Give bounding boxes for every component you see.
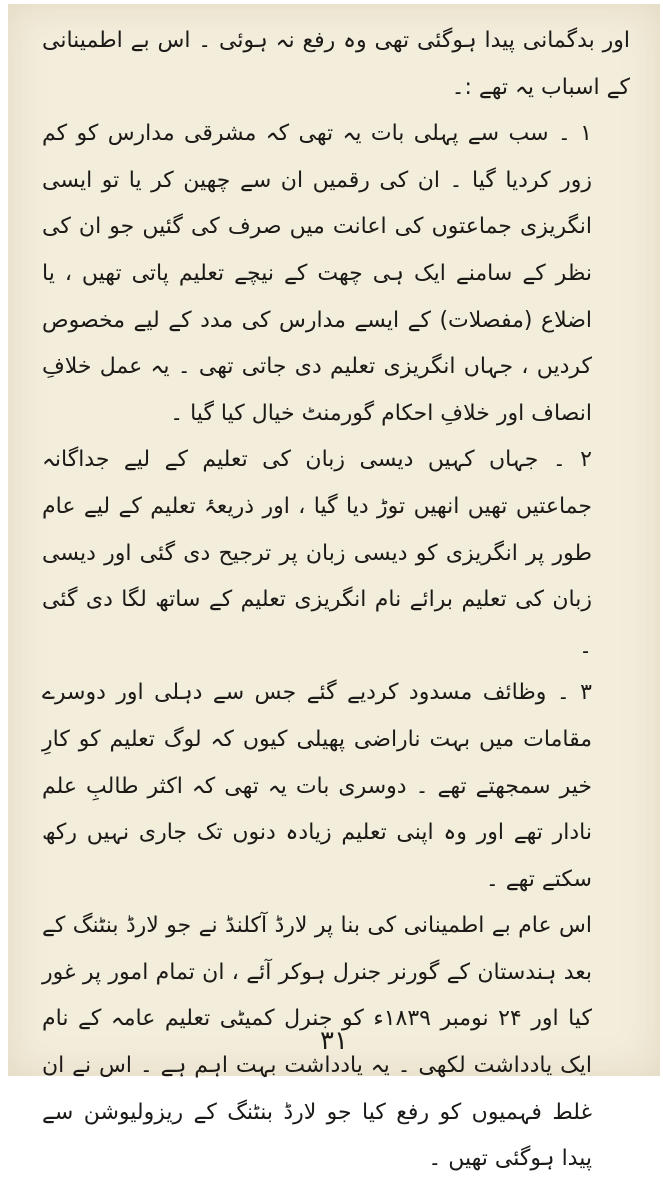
- paragraph-point-1: ۱ ۔ سب سے پہلی بات یہ تھی کہ مشرقی مدارس کو کم زور کردیا گیا ۔ ان کی رقمیں ان سے چھین کر یا تو ایسی انگریزی جماعتوں کی اعانت میں صرف کی گئیں جو ان کی نظر کے سامنے ایک ہی چھت کے نیچے تعلیم پاتی تھیں ، یا اضلاع (مفصلات) کے ایسے مدارس کی مدد کے لیے مخصوص کردیں ، جہاں انگریزی تعلیم دی جاتی تھی ۔ یہ عمل خلافِ انصاف اور خلافِ احکام گورمنٹ خیال کیا گیا ۔: [42, 121, 592, 426]
- paragraph-point-2: ۲ ۔ جہاں کہیں دیسی زبان کی تعلیم کے لیے جداگانہ جماعتیں تھیں انھیں توڑ دیا گیا ، اور ذریعۂ تعلیم کے لیے عام طور پر انگریزی کو دیسی زبان پر ترجیح دی گئی اور دیسی زبان کی تعلیم برائے نام انگریزی تعلیم کے ساتھ لگا دی گئی ۔: [42, 447, 592, 659]
- book-page: [8, 4, 660, 1172]
- paragraph-point-3: ۳ ۔ وظائف مسدود کردیے گئے جس سے دہلی اور دوسرے مقامات میں بہت ناراضی پھیلی کیوں کہ لوگ تعلیم کو کارِ خیر سمجھتے تھے ۔ دوسری بات یہ تھی کہ اکثر طالبِ علم نادار تھے اور وہ اپنی تعلیم زیادہ دنوں تک جاری نہیں رکھ سکتے تھے ۔: [42, 680, 592, 892]
- page-text: [42, 18, 630, 1183]
- paragraph-auckland: اس عام بے اطمینانی کی بنا پر لارڈ آکلنڈ نے جو لارڈ بنٹنگ کے بعد ہندستان کے گورنر جنرل ہوکر آئے ، ان تمام امور پر غور کیا اور ۲۴ نومبر ۱۸۳۹ء کو جنرل کمیٹی تعلیم عامہ کے نام ایک یادداشت لکھی ۔ یہ یادداشت بہت اہم ہے ۔ اس نے ان غلط فہمیوں کو رفع کیا جو لارڈ بنٹنگ کے ریزولیوشن سے پیدا ہوگئی تھیں ۔: [42, 913, 592, 1172]
- page-number: ۳۱: [320, 1026, 348, 1056]
- paragraph-intro: اور بدگمانی پیدا ہوگئی تھی وہ رفع نہ ہوئی ۔ اس بے اطمینانی کے اسباب یہ تھے :۔: [42, 28, 630, 100]
